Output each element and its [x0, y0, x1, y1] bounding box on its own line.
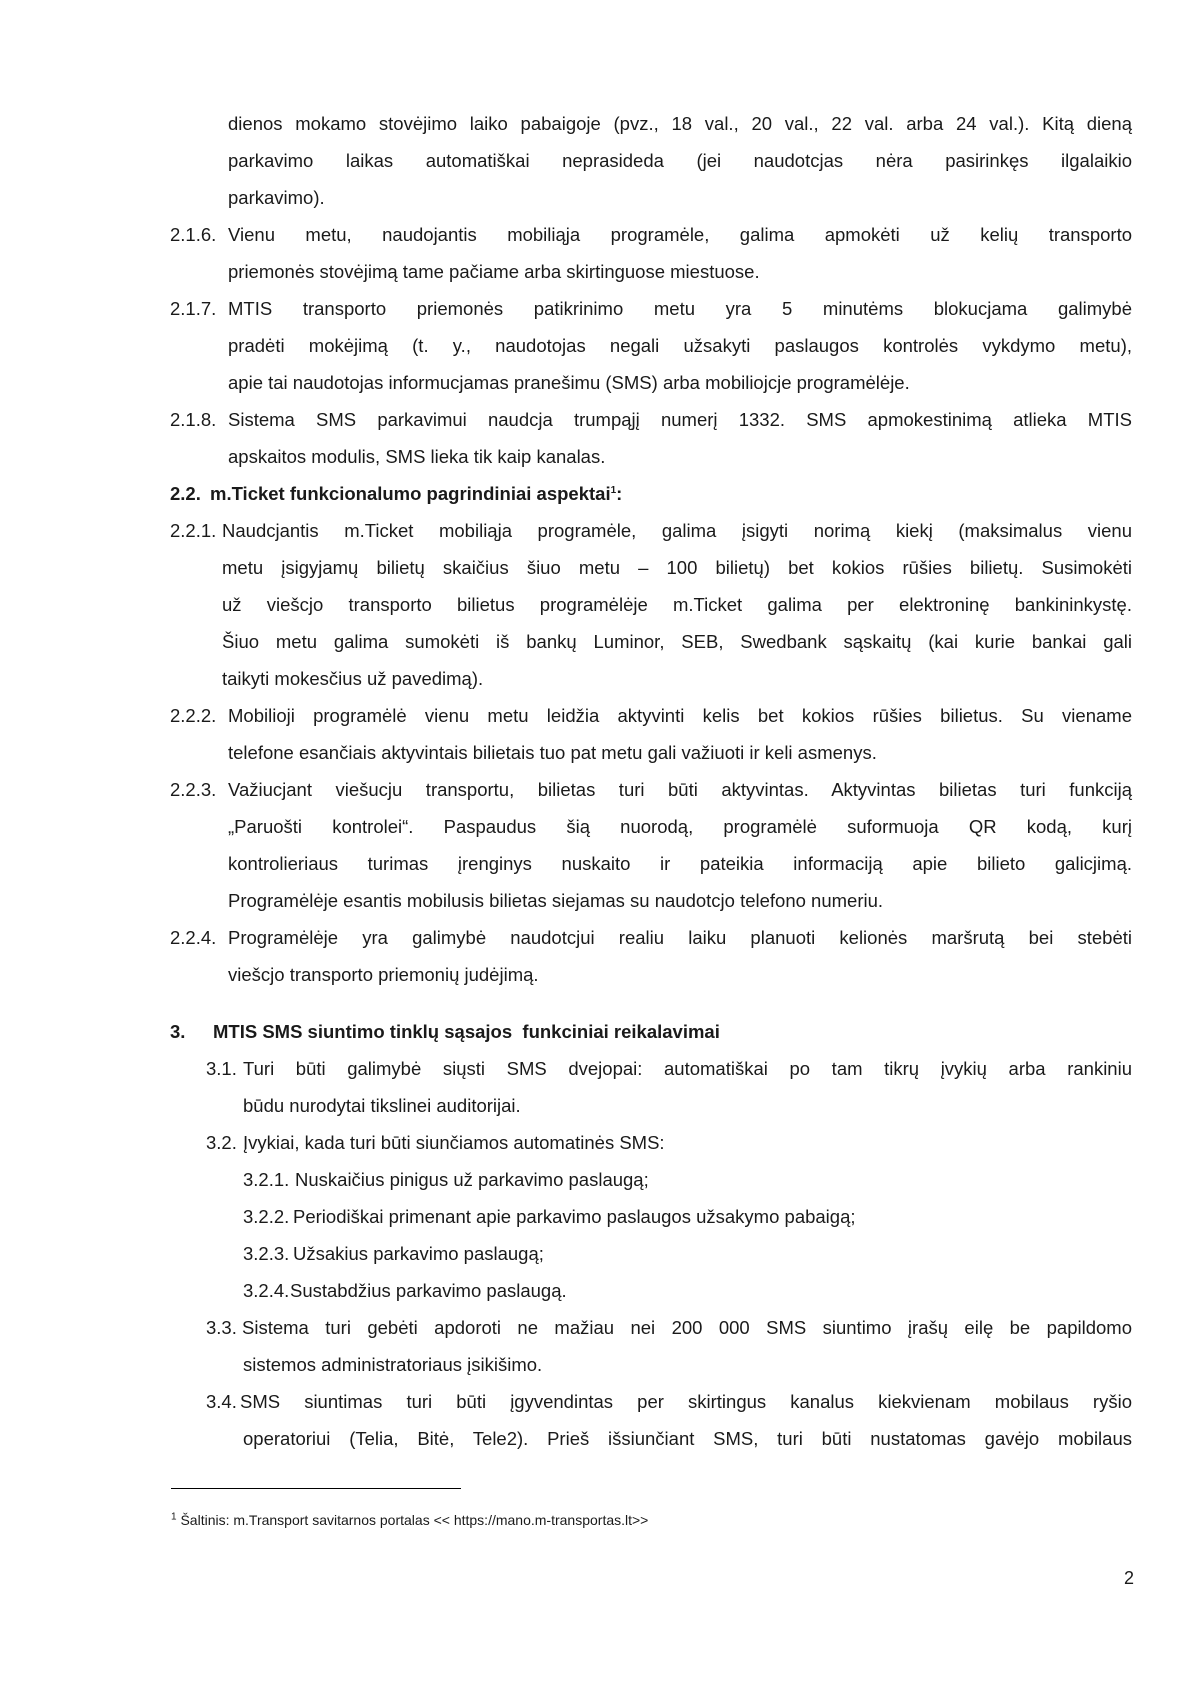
paragraph-line: priemonės stovėjimą tame pačiame arba skirtinguose miestuose.: [228, 261, 760, 282]
item-number: 3.1.: [206, 1058, 237, 1079]
paragraph-line: Nuskaičius pinigus už parkavimo paslaugą;: [295, 1169, 649, 1190]
paragraph-line: Sustabdžius parkavimo paslaugą.: [290, 1280, 567, 1301]
item-number: 3.2.3.: [243, 1243, 290, 1264]
paragraph-line: sistemos administratoriaus įsikišimo.: [243, 1354, 543, 1375]
item-number: 2.2.1.: [170, 520, 217, 541]
paragraph-line: kontrolieriaus turimas įrenginys nuskaito ir pateikia informaciją apie bilieto galicjimą.: [228, 853, 1132, 874]
section-heading-3: [170, 1021, 185, 1043]
paragraph-line: Važiucjant viešucju transportu, bilietas turi būti aktyvintas. Aktyvintas bilietas turi funkciją: [228, 779, 1132, 800]
section-heading-2-2: [170, 483, 622, 505]
footnote: [171, 1511, 648, 1529]
item-number: 3.2.2.: [243, 1206, 290, 1227]
title-suffix: :: [616, 483, 623, 504]
footnote-ref[interactable]: 1: [610, 484, 617, 496]
paragraph-line: Įvykiai, kada turi būti siunčiamos automatinės SMS:: [243, 1132, 665, 1153]
item-number: 2.1.7.: [170, 298, 217, 319]
paragraph-line: telefone esančiais aktyvintais bilietais tuo pat metu gali važiuoti ir keli asmenys.: [228, 742, 877, 763]
paragraph-line: Vienu metu, naudojantis mobiliąja programėle, galima apmokėti už kelių transporto: [228, 224, 1132, 245]
paragraph-line: Šiuo metu galima sumokėti iš bankų Luminor, SEB, Swedbank sąskaitų (kai kurie bankai gali: [222, 631, 1132, 652]
paragraph-line: MTIS transporto priemonės patikrinimo metu yra 5 minutėms blokucjama galimybė: [228, 298, 1132, 319]
section-title: MTIS SMS siuntimo tinklų sąsajos funkciniai reikalavimai: [213, 1021, 720, 1042]
section-number: 2.2.: [170, 483, 201, 504]
item-number: 3.3.: [206, 1317, 237, 1338]
paragraph-line: Programėlėje yra galimybė naudotcjui realiu laiku planuoti kelionės maršrutą bei stebėti: [228, 927, 1132, 948]
paragraph-line: Mobilioji programėlė vienu metu leidžia aktyvinti kelis bet kokios rūšies bilietus. Su viename: [228, 705, 1132, 726]
footnote-separator: [171, 1488, 461, 1489]
paragraph-line: apie tai naudotojas informucjamas pranešimu (SMS) arba mobiliojcje programėlėje.: [228, 372, 910, 393]
item-number: 3.2.1.: [243, 1169, 290, 1190]
item-number: 3.2.: [206, 1132, 237, 1153]
paragraph-line: Sistema turi gebėti apdoroti ne mažiau nei 200 000 SMS siuntimo įrašų eilę be papildomo: [242, 1317, 1132, 1338]
section-number: 3.: [170, 1021, 186, 1042]
paragraph-line: Užsakius parkavimo paslaugą;: [293, 1243, 544, 1264]
paragraph-line: už viešcjo transporto bilietus programėlėje m.Ticket galima per elektroninę bankininkystę.: [222, 594, 1132, 615]
page-number: 2: [1124, 1568, 1135, 1588]
paragraph-line: parkavimo laikas automatiškai neprasideda (jei naudotcjas nėra pasirinkęs ilgalaikio: [228, 150, 1132, 171]
item-number: 2.2.4.: [170, 927, 217, 948]
paragraph-line: Sistema SMS parkavimui naudcja trumpąjį numerį 1332. SMS apmokestinimą atlieka MTIS: [228, 409, 1132, 430]
paragraph-line: metu įsigyjamų bilietų skaičius šiuo metu – 100 bilietų) bet kokios rūšies bilietų. Susimokėti: [222, 557, 1132, 578]
paragraph-line: pradėti mokėjimą (t. y., naudotojas negali užsakyti paslaugos kontrolės vykdymo metu),: [228, 335, 1132, 356]
item-number: 3.4.: [206, 1391, 237, 1412]
footnote-text: Šaltinis: m.Transport savitarnos portalas << https://mano.m-transportas.lt>>: [180, 1512, 649, 1528]
paragraph-line: SMS siuntimas turi būti įgyvendintas per skirtingus kanalus kiekvienam mobilaus ryšio: [240, 1391, 1132, 1412]
paragraph-line: parkavimo).: [228, 187, 325, 208]
paragraph-line: būdu nurodytai tikslinei auditorijai.: [243, 1095, 521, 1116]
item-number: 2.2.3.: [170, 779, 217, 800]
paragraph-line: apskaitos modulis, SMS lieka tik kaip kanalas.: [228, 446, 606, 467]
paragraph-line: taikyti mokesčius už pavedimą).: [222, 668, 484, 689]
item-number: 2.1.6.: [170, 224, 217, 245]
paragraph-line: Periodiškai primenant apie parkavimo paslaugos užsakymo pabaigą;: [293, 1206, 856, 1227]
paragraph-line: „Paruošti kontrolei“. Paspaudus šią nuorodą, programėlė suformuoja QR kodą, kurį: [228, 816, 1132, 837]
paragraph-line: Turi būti galimybė siųsti SMS dvejopai: automatiškai po tam tikrų įvykių arba rankiniu: [243, 1058, 1132, 1079]
item-number: 3.2.4.: [243, 1280, 290, 1301]
item-number: 2.2.2.: [170, 705, 217, 726]
footnote-marker: 1: [171, 1511, 177, 1523]
paragraph-line: viešcjo transporto priemonių judėjimą.: [228, 964, 539, 985]
paragraph-line: operatoriui (Telia, Bitė, Tele2). Prieš išsiunčiant SMS, turi būti nustatomas gavėjo mobilaus: [243, 1428, 1132, 1449]
item-number: 2.1.8.: [170, 409, 217, 430]
paragraph-line: dienos mokamo stovėjimo laiko pabaigoje (pvz., 18 val., 20 val., 22 val. arba 24 val.). Kitą dieną: [228, 113, 1132, 134]
section-title: m.Ticket funkcionalumo pagrindiniai aspektai: [210, 483, 611, 504]
paragraph-line: Naudcjantis m.Ticket mobiliąja programėle, galima įsigyti norimą kiekį (maksimalus vienu: [222, 520, 1132, 541]
paragraph-line: Programėlėje esantis mobilusis bilietas siejamas su naudotcjo telefono numeriu.: [228, 890, 884, 911]
